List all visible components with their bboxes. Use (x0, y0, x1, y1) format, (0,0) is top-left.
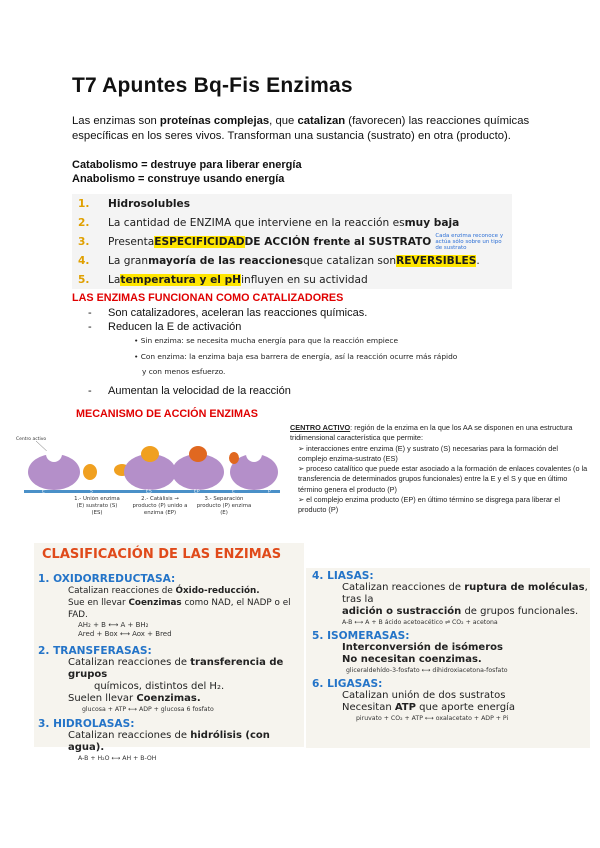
label-ep: EP (194, 489, 200, 495)
catalizadores-heading: LAS ENZIMAS FUNCIONAN COMO CATALIZADORES (72, 292, 344, 304)
transferasas-head: 2. TRANSFERASAS: (38, 645, 152, 657)
property-4: 4. La gran mayoría de las reacciones que catalizan son REVERSIBLES . (78, 254, 480, 267)
sub-sin-enzima: • Sin enzima: se necesita mucha energía para que la reacción empiece (134, 336, 398, 345)
step-3: 3.- Separación producto (P) enzima (E) (196, 496, 252, 516)
catalizador-item-3: - Aumentan la velocidad de la reacción (88, 384, 508, 398)
ligasas-head: 6. LIGASAS: (312, 678, 383, 690)
sitio-activo-label: Centro activo (16, 437, 47, 442)
metabolism-definitions (72, 158, 302, 186)
property-3: 3. Presenta ESPECIFICIDAD DE ACCIÓN frente al SUSTRATO Cada enzima reconoce y actúa sólo sobre un tipo de sustrato (78, 232, 504, 251)
label-es: ES (146, 489, 152, 495)
clasificacion-title: CLASIFICACIÓN DE LAS ENZIMAS (42, 547, 282, 562)
catabolismo-line: Catabolismo = destruye para liberar energía (72, 159, 302, 171)
enzyme-shapes (28, 446, 278, 490)
intro-paragraph: Las enzimas son proteínas complejas, que catalizan (favorecen) las reacciones químicas específicas en los seres vivos. Transforman una sustancia (sustrato) en otra (producto). (72, 115, 530, 142)
mecanismo-heading: MECANISMO DE ACCIÓN ENZIMAS (76, 408, 258, 420)
property-2: 2. La cantidad de ENZIMA que interviene en la reacción es muy baja (78, 216, 460, 229)
centro-bullet-1: ➢ interacciones entre enzima (E) y sustrato (S) necesarias para la formación del complejo enzima-sustrato (ES) (298, 443, 558, 463)
catalizadores-section (88, 306, 508, 398)
hidrolasas-head: 3. HIDROLASAS: (38, 718, 135, 730)
centro-activo-text: CENTRO ACTIVO: región de la enzima en la que los AA se disponen en una estructura tridimensional característica que permite: ➢ interacciones entre enzima (E) y sustrato (S) necesarias para la formación del complejo enzima-sustrato (ES) ➢ proceso catalítico que puede estar asociado a la formación de enlaces covalentes (o la transferencia de determinados grupos funcionales) entre la E y el S y que en último término genera el producto (P) ➢ el complejo enzima producto (EP) en último término se disgrega para liberar el producto (P) (290, 423, 588, 515)
enzyme-properties-list (72, 194, 512, 289)
catalizador-item-1: - Son catalizadores, aceleran las reacciones químicas. (88, 306, 508, 320)
step-2: 2.- Catálisis → producto (P) unido a enzima (EP) (132, 496, 188, 516)
label-p: P (268, 489, 271, 495)
centro-bullet-3: ➢ el complejo enzima producto (EP) en último término se disgrega para liberar el producto (P) (298, 495, 561, 515)
isomerasas-head: 5. ISOMERASAS: (312, 630, 410, 642)
sub-con-enzima: • Con enzima: la enzima baja esa barrera de energía, así la reacción ocurre más rápido (134, 352, 458, 361)
liasas-head: 4. LIASAS: (312, 570, 374, 582)
enzyme-mechanism-diagram (12, 432, 280, 542)
label-e2: E (232, 489, 235, 495)
label-e: E (42, 489, 45, 495)
property-1: 1. Hidrosolubles (78, 197, 191, 210)
clasificacion-right-panel: 4. LIASAS: Catalizan reacciones de ruptura de moléculas, tras la adición o sustracción de grupos funcionales. A-B ⟷ A + B ácido acetoacético ⇌ CO₂ + acetona 5. ISOMERASAS: Interconversión de isómeros No necesitan coenzimas. gliceraldehído-3-fosfato ⟷ dihidroxiacetona-fosfato 6. LIGASAS: Catalizan unión de dos sustratos Necesitan ATP que aporte energía piruvato + CO₂ + ATP ⟷ oxalacetato + ADP + Pi (306, 568, 590, 748)
page-title: T7 Apuntes Bq-Fis Enzimas (72, 74, 353, 97)
centro-bullet-2: ➢ proceso catalítico que puede estar asociado a la formación de enlaces covalentes (o la transferencia de determinados grupos funcionales) entre la E y el S y que en último término genera el producto (P) (298, 464, 588, 494)
oxidorreductasa-head: 1. OXIDORREDUCTASA: (38, 573, 176, 585)
catalizador-item-2: - Reducen la E de activación (88, 320, 508, 334)
sub-con-enzima-cont: y con menos esfuerzo. (142, 367, 226, 376)
anabolismo-line: Anabolismo = construye usando energía (72, 173, 285, 185)
clasificacion-left-panel: CLASIFICACIÓN DE LAS ENZIMAS 1. OXIDORREDUCTASA: Catalizan reacciones de Óxido-reducción. Sue en llevar Coenzimas como NAD, el NADP o el FAD. AH₂ + B ⟷ A + BH₂ Ared + Box ⟷ Aox + Bred 2. TRANSFERASAS: Catalizan reacciones de transferencia de grupos químicos, distintos del H₂. Suelen llevar Coenzimas. glucosa + ATP ⟷ ADP + glucosa 6 fosfato 3. HIDROLASAS: Catalizan reacciones de hidrólisis (con agua). A-B + H₂O ⟷ AH + B-OH (34, 543, 304, 747)
label-s: S (90, 489, 93, 495)
step-1: 1.- Unión enzima (E) sustrato (S) (ES) (74, 496, 120, 516)
property-5: 5. La temperatura y el pH influyen en su actividad (78, 273, 368, 286)
